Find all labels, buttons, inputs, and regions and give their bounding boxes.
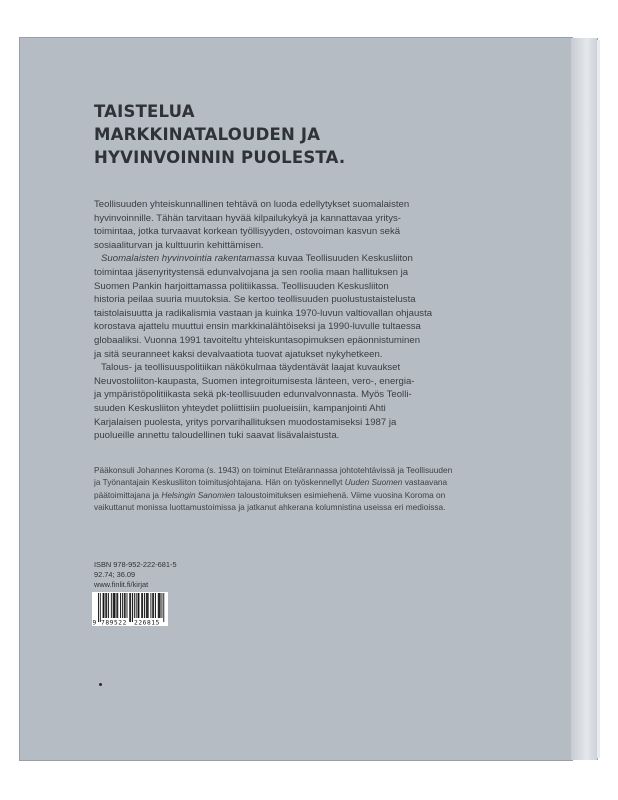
barcode-bar — [141, 593, 142, 618]
barcode-bar — [114, 593, 115, 618]
blurb-paragraph-2 — [94, 252, 434, 361]
blurb-paragraph-3 — [94, 361, 434, 443]
barcode-bar — [98, 593, 99, 622]
barcode-bar — [122, 593, 123, 618]
newspaper-name-italic: Uuden Suomen — [344, 477, 403, 488]
book-spine-hinge — [571, 38, 598, 760]
publisher-url[interactable]: www.finlit.fi/kirjat — [94, 580, 149, 590]
text-line: Pääkonsuli Johannes Koroma (s. 1943) on toiminut Etelärannassa johtotehtävissä ja Teollisuuden — [94, 465, 453, 475]
barcode-bar — [127, 593, 128, 618]
barcode-right-digits: 226815 — [134, 619, 160, 626]
barcode-bar — [155, 593, 156, 618]
barcode-bar — [152, 593, 153, 618]
newspaper-name-italic: Helsingin Sanomien — [161, 489, 236, 500]
barcode-bar — [142, 593, 143, 618]
barcode-bar — [136, 593, 137, 618]
text-line: historia peilaa suuria muutoksia. Se kertoo teollisuuden puolustustaistelusta — [94, 294, 416, 306]
blurb-paragraph-1 — [94, 198, 434, 252]
barcode-bar — [106, 593, 107, 618]
title-line: TAISTELUA — [94, 102, 195, 121]
text-line: globaaliksi. Vuonna 1991 tavoiteltu yhteiskuntasopimuksen epäonnistuminen — [94, 334, 421, 346]
isbn-barcode — [92, 592, 168, 626]
text-line — [94, 489, 446, 501]
author-bio — [94, 464, 453, 514]
book-edge — [597, 40, 600, 758]
barcode-bar — [116, 593, 117, 618]
book-title-italic: Suomalaisten hyvinvointia rakentamassa — [101, 253, 275, 265]
barcode-bar — [108, 593, 109, 618]
barcode-bar — [117, 593, 118, 618]
barcode-bar — [134, 593, 135, 618]
text-line: toimintaa jäsenyritystensä edunvalvojana ja sen roolia maan hallituksen ja — [94, 266, 409, 278]
barcode-bar — [115, 593, 116, 618]
barcode-bar — [161, 593, 162, 618]
text-line — [94, 476, 448, 488]
text-line: korostava ajattelu muuttui ensin markkinalähtöiseksi ja 1990-luvulle tultaessa — [94, 321, 421, 333]
text-fragment: kuvaa Teollisuuden Keskusliiton — [274, 253, 413, 265]
back-cover-title — [94, 100, 454, 169]
barcode-bar — [113, 593, 114, 618]
barcode-bar — [144, 593, 145, 618]
barcode-left-digits: 789522 — [101, 619, 127, 626]
barcode-graphic — [92, 592, 168, 626]
text-line: hyvinvoinnille. Tähän tarvitaan hyvää kilpailukykyä ja kannattavaa yritys- — [94, 212, 401, 224]
text-fragment: taloustoimituksen esimiehenä. Viime vuosina Koroma on — [235, 489, 446, 500]
barcode-bar — [120, 593, 121, 618]
text-line: puolueille annettu taloudellinen tuki saavat lisävalaistusta. — [94, 430, 340, 442]
text-line: taistolaisuutta ja radikalismia vastaan ja kuinka 1970-luvun valtiovallan ohjausta — [94, 307, 433, 319]
text-fragment: ja Työnantajain Keskusliiton toimitusjohtajana. Hän on työskennellyt — [94, 477, 345, 488]
barcode-bar — [124, 593, 125, 618]
text-line: vaikuttanut monissa luottamustoimissa ja jatkanut ahkerana kolumnistina useissa eri medioissa. — [94, 502, 446, 513]
text-line: ja sitä seuranneet kaksi devalvaatiota tuovat ajatukset nykyhetkeen. — [94, 348, 383, 360]
barcode-bar — [130, 593, 131, 622]
barcode-bar — [100, 593, 101, 622]
barcode-bar — [138, 593, 139, 618]
barcode-bar — [163, 593, 164, 622]
title-line: HYVINVOINNIN PUOLESTA. — [94, 148, 346, 167]
barcode-bar — [105, 593, 106, 618]
text-fragment: vastaavana — [402, 477, 448, 488]
barcode-bar — [104, 593, 105, 618]
barcode-bar — [150, 593, 151, 618]
barcode-bar — [111, 593, 112, 618]
library-class: 92.74; 36.09 — [94, 570, 136, 580]
barcode-bar — [132, 593, 133, 622]
text-line: sosiaaliturvan ja kulttuurin kehittämisen. — [94, 239, 264, 251]
barcode-bar — [129, 593, 130, 622]
cover-speck — [99, 683, 102, 686]
barcode-bar — [147, 593, 148, 618]
text-line: Talous- ja teollisuuspolitiikan näkökulmaa täydentävät laajat kuvaukset — [101, 362, 401, 374]
barcode-prefix-digit: 9 — [92, 619, 97, 626]
barcode-bar — [158, 593, 159, 618]
barcode-bar — [159, 593, 160, 618]
text-line — [94, 252, 434, 266]
publication-info — [94, 560, 177, 591]
text-line: toimintaa, jotka turvaavat korkean työllisyyden, ostovoiman kasvun sekä — [94, 226, 401, 238]
barcode-bar — [125, 593, 126, 618]
barcode-bar — [160, 593, 161, 618]
text-line: Teollisuuden yhteiskunnallinen tehtävä on luoda edellytykset suomalaisten — [94, 199, 410, 210]
title-line: MARKKINATALOUDEN JA — [94, 125, 321, 144]
blurb-text — [94, 198, 434, 443]
barcode-bar — [103, 593, 104, 618]
isbn-number: ISBN 978-952-222-681-5 — [94, 560, 177, 569]
text-line: Karjalaisen puolesta, yritys porvarihallituksen muodostamiseksi 1987 ja — [94, 416, 397, 428]
barcode-bar — [153, 593, 154, 618]
text-line: suuden Keskusliiton yhteydet poliittisiin puolueisiin, kampanjointi Ahti — [94, 402, 386, 414]
barcode-bar — [146, 593, 147, 618]
barcode-bar — [138, 593, 139, 618]
text-line: Neuvostoliiton-kaupasta, Suomen integroitumisesta länteen, vero-, energia- — [94, 375, 415, 387]
text-line: Suomen Pankin harjoittamassa politiikassa. Teollisuuden Keskusliiton — [94, 280, 389, 292]
barcode-bar — [148, 593, 149, 618]
text-fragment: päätoimittajana ja — [94, 489, 162, 500]
text-line: ja ympäristöpolitiikasta sekä pk-teollisuuden edunvalvonnasta. Myös Teolli- — [94, 389, 412, 401]
